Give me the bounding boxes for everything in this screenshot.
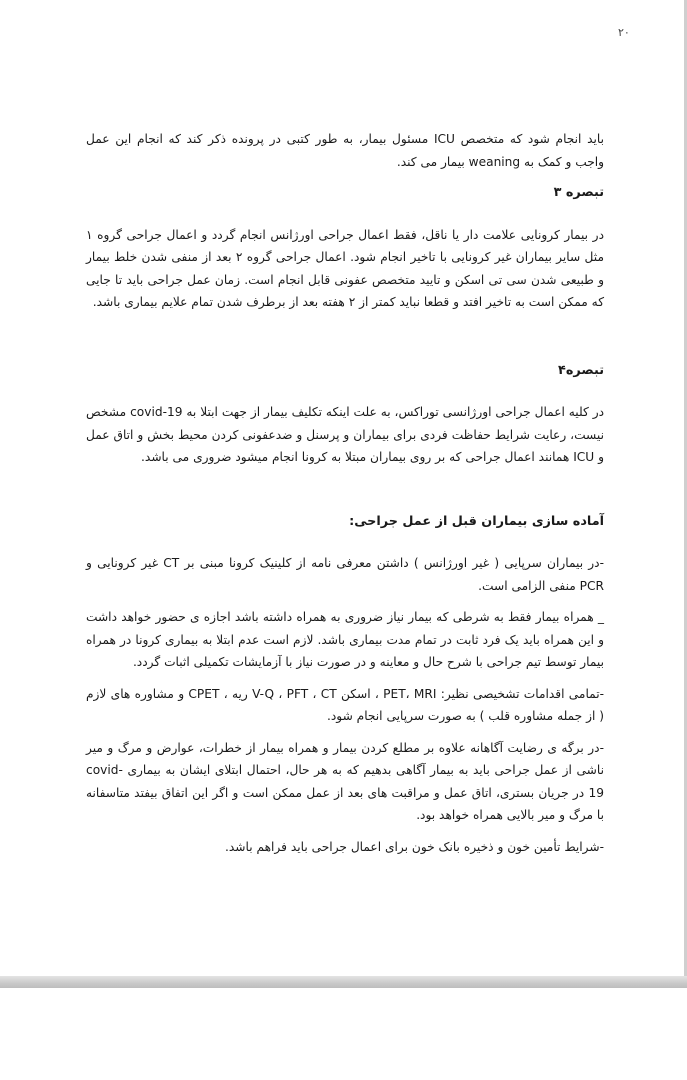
paragraph-note-3: در بیمار کرونایی علامت دار یا ناقل، فقط اعمال جراحی اورژانس انجام گردد و اعمال جراحی گروه ۱ مثل سایر بیماران غیر کرونایی با تاخیر انجام شود. اعمال جراحی گروه ۲ بعد از منفی شدن خلط بیمار و طبیعی شدن سی تی اسکن و تایید متخصص عفونی قابل انجام است. زمان عمل جراحی باید تا جایی که ممکن است به تاخیر افتد و قطعا نباید کمتر از ۲ هفته بعد از برطرف شدن تمام علایم بیماری باشد. — [86, 227, 604, 309]
heading-pre-op-preparation: آماده سازی بیماران قبل از عمل جراحی: — [349, 513, 604, 529]
heading-note-3: تبصره ۳ — [553, 185, 604, 200]
heading-note-4: تبصره۴ — [558, 362, 604, 378]
paragraph-icu-weaning: باید انجام شود که متخصص ICU مسئول بیمار، به طور کتبی در پرونده ذکر کند که انجام این عمل واجب و کمک به weaning بیمار می کند. — [86, 132, 605, 169]
document-body — [86, 128, 604, 858]
paragraph-diagnostics: -تمامی اقدامات تشخیصی نظیر: PET، MRI ، اسکن V-Q ، PFT ، CT ریه ، CPET و مشاوره های لازم ( از جمله مشاوره قلب ) به صورت سرپایی انجام شود. — [86, 686, 605, 723]
paragraph-blood-bank: -شرایط تأمین خون و ذخیره بانک خون برای اعمال جراحی باید فراهم باشد. — [225, 839, 604, 854]
scan-bottom-edge — [0, 976, 687, 988]
paragraph-informed-consent: -در برگه ی رضایت آگاهانه علاوه بر مطلع کردن بیمار و همراه بیمار از خطرات، عوارض و مرگ و میر ناشی از عمل جراحی باید به بیمار آگاهی بدهیم که به هر حال، احتمال ابتلای ایشان به بیماری covid-19 در جریان بستری، اتاق عمل و مراقبت های بعد از عمل ممکن است و اگر این اتفاق بیفتد متاسفانه با مرگ و میر بالایی همراه خواهد بود. — [86, 740, 604, 822]
paragraph-companion: _ همراه بیمار فقط به شرطی که بیمار نیاز ضروری به همراه داشته باشد اجازه ی حضور خواهد داشت و این همراه باید یک فرد ثابت در تمام مدت بیماری باشد. لازم است عدم ابتلا به بیماری کرونا در همراه بیمار توسط تیم جراحی با شرح حال و معاینه و در صورت نیاز با آزمایشات تکمیلی اثبات گردد. — [86, 610, 604, 669]
page-number: ۲۰ — [618, 26, 630, 39]
paragraph-outpatient-referral: -در بیماران سرپایی ( غیر اورژانس ) داشتن معرفی نامه از کلینیک کرونا مبنی بر CT غیر کرونایی و PCR منفی الزامی است. — [86, 556, 604, 593]
paragraph-note-4: در کلیه اعمال جراحی اورژانسی توراکس، به علت اینکه تکلیف بیمار از جهت ابتلا به covid-19 مشخص نیست، رعایت شرایط حفاظت فردی برای بیماران و پرسنل و ضدعفونی کردن محیط بخش و اتاق عمل و ICU همانند اعمال جراحی که بر روی بیماران مبتلا به کرونا انجام میشود ضروری می باشد. — [86, 405, 605, 464]
